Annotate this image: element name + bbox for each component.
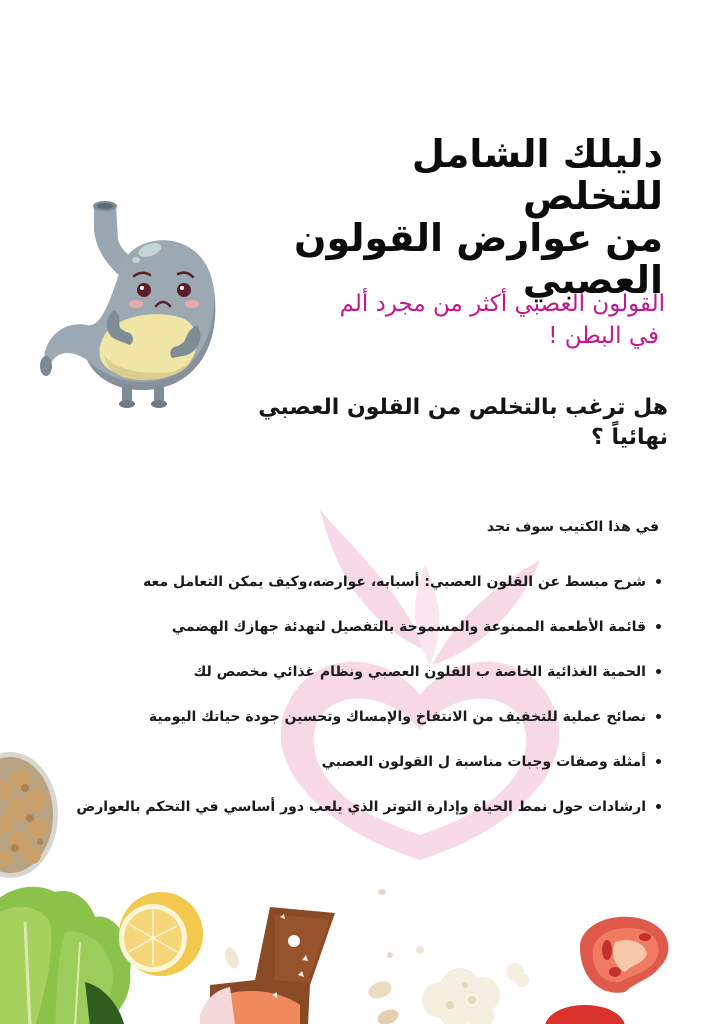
bullet-icon [656,804,661,809]
list-item [61,604,661,649]
question-line-1: هل ترغب بالتخلص من القلون العصبي [258,395,668,420]
list-item-text: الحمية الغذائية الخاصة ب القلون العصبي ونظام غذائي مخصص لك [193,663,646,680]
intro-text: في هذا الكتيب سوف تجد [486,519,659,535]
bullet-icon [656,624,661,629]
sad-stomach-mascot-icon [32,190,232,410]
subtitle [245,288,665,352]
list-item-text: ارشادات حول نمط الحياة وإدارة التوتر الذي يلعب دور أساسي في التحكم بالعوارض [76,798,646,815]
bullet-icon [656,759,661,764]
list-item-text: شرح مبسط عن القلون العصبي: أسبابه، عوارضه،وكيف يمكن التعامل معه [143,573,646,590]
list-item [61,649,661,694]
tomato-slice-icon [575,912,675,997]
list-item-text: قائمة الأطعمة الممنوعة والمسموحة بالتفصيل لتهدئة جهازك الهضمي [171,618,646,635]
list-item-text: نصائح عملية للتخفيف من الانتفاخ والإمساك وتحسين جودة حياتك اليومية [148,708,646,725]
bullet-icon [656,714,661,719]
list-item [61,559,661,604]
list-item [61,694,661,739]
question-line-2: نهائياً ؟ [591,425,668,450]
cauliflower-icon [410,950,530,1024]
bullet-icon [656,669,661,674]
bullet-icon [656,579,661,584]
tomato-icon [545,1003,625,1024]
walnut-bowl-icon [0,750,60,880]
list-item [61,784,661,829]
title-line-2: من عوارض القولون [294,216,663,260]
question-heading [248,393,668,453]
list-item-text: أمثلة وصفات وجبات مناسبة ل القولون العصبي [321,753,646,770]
title-line-1: دليلك الشامل للتخلص [411,132,663,218]
title-line-3: العصبي [522,258,663,302]
subtitle-line-1: القولون العصبي أكثر من مجرد ألم [339,291,665,317]
list-item [61,739,661,784]
feature-list [61,559,661,829]
page-title [263,133,663,301]
subtitle-line-2: في البطن ! [548,323,659,349]
